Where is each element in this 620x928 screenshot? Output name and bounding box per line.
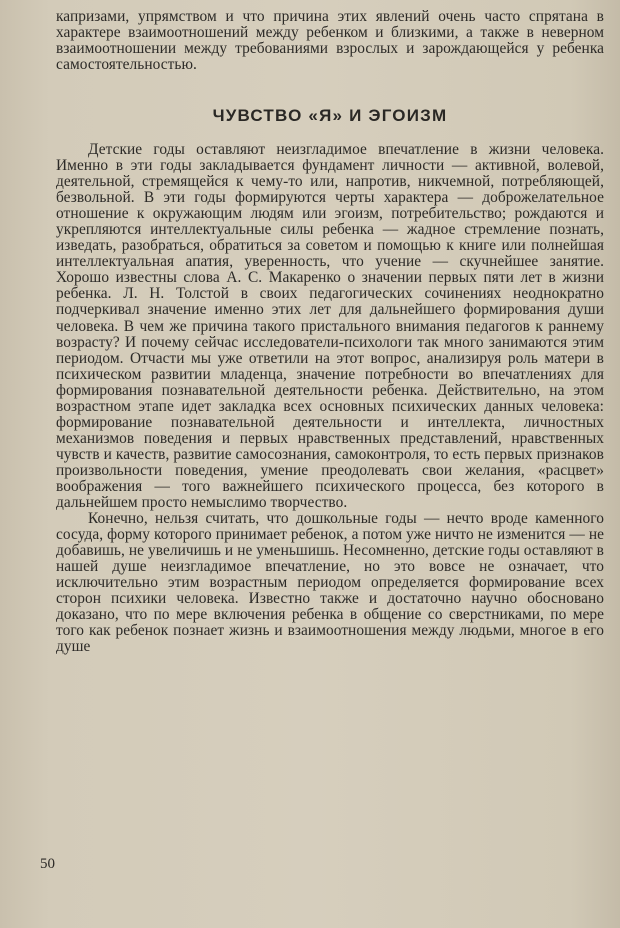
page-number: 50 — [40, 856, 55, 872]
body-paragraph-2: Конечно, нельзя считать, что дошкольные годы — нечто вроде каменного сосуда, форму которого принимает ребенок, а потом уже ничто не изменится — не добавишь, не увеличишь и не уменьшишь. Несомненно, детские годы оставляют в нашей душе неизгладимое впечатление, но это вовсе не означает, что исключительно этим возрастным периодом определяется формирование всех сторон психики человека. Известно также и достаточно научно обосновано доказано, что по мере включения ребенка в общение со сверстниками, по мере того как ребенок познает жизнь и взаимоотношения между людьми, многое в его душе — [56, 510, 604, 656]
intro-paragraph-text: капризами, упрямством и что причина этих явлений очень часто спрятана в характере взаимоотношений между ребенком и близкими, а также в неверном взаимоотношении между требованиями взрослых и зарождающейся у ребенка самостоятельностью. — [56, 8, 604, 74]
section-heading: ЧУВСТВО «Я» И ЭГОИЗМ — [212, 106, 448, 125]
body-paragraph-1: Детские годы оставляют неизгладимое впечатление в жизни человека. Именно в эти годы закладывается фундамент личности — активной, волевой, деятельной, стремящейся к чему-то или, напротив, никчемной, потребляющей, безвольной. В эти годы формируются черты характера — доброжелательное отношение к окружающим людям или эгоизм, потребительство; рождаются и укрепляются интеллектуальные силы ребенка — жадное стремление познать, изведать, разобраться, обратиться за советом и помощью к книге или полнейшая интеллектуальная апатия, уверенность, что учение — скучнейшее занятие. Хорошо известны слова А. С. Макаренко о значении первых пяти лет в жизни ребенка. Л. Н. Толстой в своих педагогических сочинениях неоднократно подчеркивал значение именно этих лет для дальнейшего формирования души человека. В чем же причина такого пристального внимания педагогов к раннему возрасту? И почему сейчас исследователи-психологи так много занимаются этим периодом. Отчасти мы уже ответили на этот вопрос, анализируя роль матери в психическом развитии младенца, значение потребности во впечатлениях для формирования познавательной деятельности ребенка. Действительно, на этом возрастном этапе идет закладка всех основных психических данных человека: формирование познавательной деятельности и интеллекта, личностных механизмов поведения и первых нравственных представлений, нравственных чувств и качеств, развитие самосознания, самоконтроля, то есть первых признаков произвольности поведения, умение преодолевать свои желания, «расцвет» воображения — того важнейшего психического процесса, без которого в дальнейшем просто немыслимо творчество. — [56, 141, 604, 512]
intro-paragraph — [56, 9, 604, 73]
section-body — [56, 142, 604, 656]
